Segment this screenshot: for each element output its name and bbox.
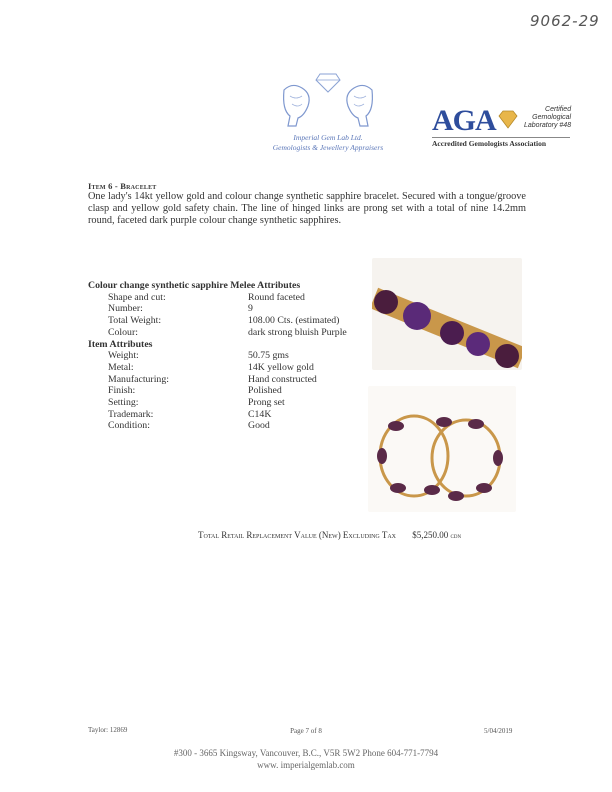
attr-value: Round faceted [248,291,305,303]
diamond-icon [496,110,520,130]
attributes-table [88,280,347,432]
attr-label: Setting: [108,397,139,409]
aga-letters: AGA [432,104,496,137]
lab-name: Imperial Gem Lab Ltd. [293,133,363,142]
footer-page: Page 7 of 8 [290,727,322,735]
attr-label: Shape and cut: [108,291,166,303]
attr-label: Condition: [108,420,150,432]
footer-website: www. imperialgemlab.com [257,760,355,770]
attr-label: Manufacturing: [108,373,169,385]
attr-value: 14K yellow gold [248,361,314,373]
attr-label: Number: [108,303,143,315]
attr-row [88,385,347,397]
aga-association: Accredited Gemologists Association [432,137,570,148]
imperial-gem-lab-logo [272,70,384,155]
attr-value: Polished [248,385,282,397]
attr-label: Colour: [108,326,138,338]
total-currency: cdn [450,532,462,540]
attr-row [88,327,347,339]
item-heading: Item 6 - Bracelet [88,181,157,191]
item-section-title: Item Attributes [88,338,153,350]
cert-line-2: Gemological [532,114,572,121]
attr-row [88,303,347,315]
attr-label: Trademark: [108,408,154,420]
attr-value: 108.00 Cts. (estimated) [248,315,340,327]
cert-line-1: Certified [545,106,572,113]
attr-row [88,374,347,386]
attr-row [88,362,347,374]
footer-date: 5/04/2019 [484,727,513,735]
attr-value: C14K [248,408,272,420]
lions-crest-icon [272,70,384,128]
attr-row [88,292,347,304]
item-description: One lady's 14kt yellow gold and colour change synthetic sapphire bracelet. Secured with a tongue/groove clasp and yellow gold safety chain. The line of hinged links are prong set with a total of nine 14.2mm round, faceted dark purple colour change synthetic sapphires. [88,191,526,226]
footer-address-block [0,747,612,771]
footer-address: #300 - 3665 Kingsway, Vancouver, B.C., V5R 5W2 Phone 604-771-7794 [173,748,439,758]
total-replacement-value [198,530,461,540]
attr-value: Hand constructed [248,373,317,385]
cert-line-3: Laboratory #48 [524,122,572,129]
bracelet-photo-closeup [372,258,522,370]
attr-value: dark strong bluish Purple [248,326,347,338]
handwritten-reference: 9062-29 [530,12,600,30]
lab-tagline: Gemologists & Jewellery Appraisers [272,143,384,152]
attr-row [88,397,347,409]
aga-logo [432,104,572,150]
attr-row [88,350,347,362]
attr-value: 9 [248,303,253,315]
bracelet-photo-full [368,386,516,512]
footer-client: Taylor: 12869 [88,726,128,734]
total-amount: $5,250.00 [412,530,449,540]
total-label: Total Retail Replacement Value (New) Excluding Tax [198,530,397,540]
attr-value: 50.75 gms [248,350,289,362]
attr-row [88,420,347,432]
stone-section-title: Colour change synthetic sapphire Melee Attributes [88,280,301,291]
aga-certification [524,106,571,130]
attr-row [88,409,347,421]
attr-value: Good [248,420,270,432]
attr-label: Total Weight: [108,315,162,327]
attr-row [88,315,347,327]
attr-label: Weight: [108,350,139,362]
attr-label: Metal: [108,361,134,373]
attr-value: Prong set [248,397,285,409]
attr-label: Finish: [108,385,136,397]
